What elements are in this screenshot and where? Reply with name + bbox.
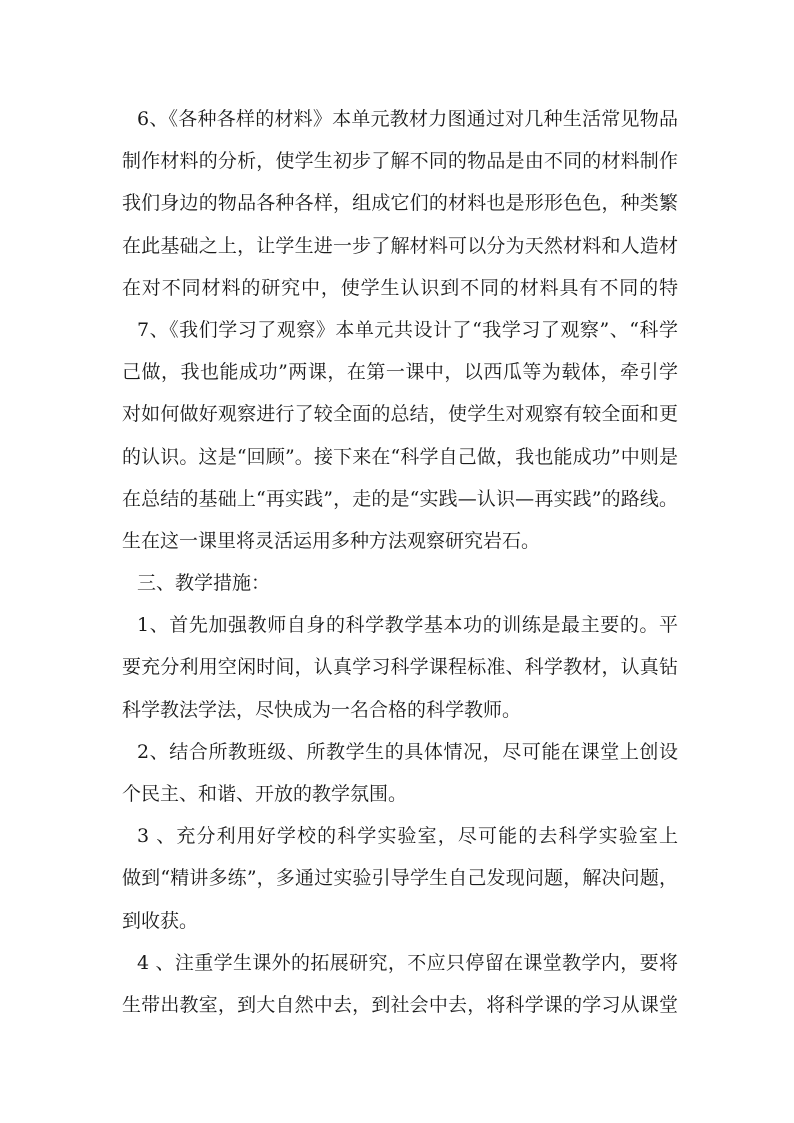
text-line: 制作材料的分析，使学生初步了解不同的物品是由不同的材料制作	[122, 150, 678, 173]
text-line: 在总结的基础上“再实践”，走的是“实践—认识—再实践”的路线。	[122, 487, 678, 510]
document-body	[122, 98, 678, 1026]
paragraph-unit-7	[122, 309, 678, 562]
text-line: 生在这一课里将灵活运用多种方法观察研究岩石。	[122, 529, 541, 552]
text-line: 生带出教室，到大自然中去，到社会中去，将科学课的学习从课堂	[122, 993, 678, 1016]
section-heading-teaching-measures	[122, 562, 678, 604]
text-line: 在此基础之上，让学生进一步了解材料可以分为天然材料和人造材	[122, 234, 678, 257]
text-line: 的认识。这是“回顾”。接下来在“科学自己做，我也能成功”中则是	[122, 445, 678, 468]
text-line: 到收获。	[122, 909, 199, 932]
text-line: 科学教法学法，尽快成为一名合格的科学教师。	[122, 698, 522, 721]
text-line: 做到“精讲多练”，多通过实验引导学生自己发现问题，解决问题，	[122, 867, 678, 890]
text-line: 要充分利用空闲时间，认真学习科学课程标准、科学教材，认真钻	[122, 656, 678, 679]
paragraph-measure-1	[122, 604, 678, 731]
text-line: 在对不同材料的研究中，使学生认识到不同的材料具有不同的特	[122, 276, 678, 299]
paragraph-measure-4	[122, 942, 678, 1026]
text-line: 4 、注重学生课外的拓展研究，不应只停留在课堂教学内，要将	[137, 951, 678, 974]
text-line: 6、《各种各样的材料》本单元教材力图通过对几种生活常见物品	[137, 108, 678, 130]
text-line: 己做，我也能成功”两课，在第一课中，以西瓜等为载体，牵引学	[122, 361, 678, 384]
text-line: 对如何做好观察进行了较全面的总结，使学生对观察有较全面和更	[122, 403, 678, 426]
text-line: 个民主、和谐、开放的教学氛围。	[122, 783, 408, 805]
text-line: 3 、充分利用好学校的科学实验室，尽可能的去科学实验室上	[137, 825, 678, 848]
paragraph-unit-6	[122, 98, 678, 309]
heading-line: 三、教学措施：	[137, 572, 271, 595]
text-line: 1、首先加强教师自身的科学教学基本功的训练是最主要的。平	[137, 614, 678, 637]
paragraph-measure-2	[122, 731, 678, 815]
text-line: 2、结合所教班级、所教学生的具体情况，尽可能在课堂上创设	[137, 740, 678, 763]
text-line: 我们身边的物品各种各样，组成它们的材料也是形形色色，种类繁	[122, 192, 678, 215]
text-line: 7、《我们学习了观察》本单元共设计了“我学习了观察”、“科学	[137, 318, 678, 341]
paragraph-measure-3	[122, 815, 678, 942]
